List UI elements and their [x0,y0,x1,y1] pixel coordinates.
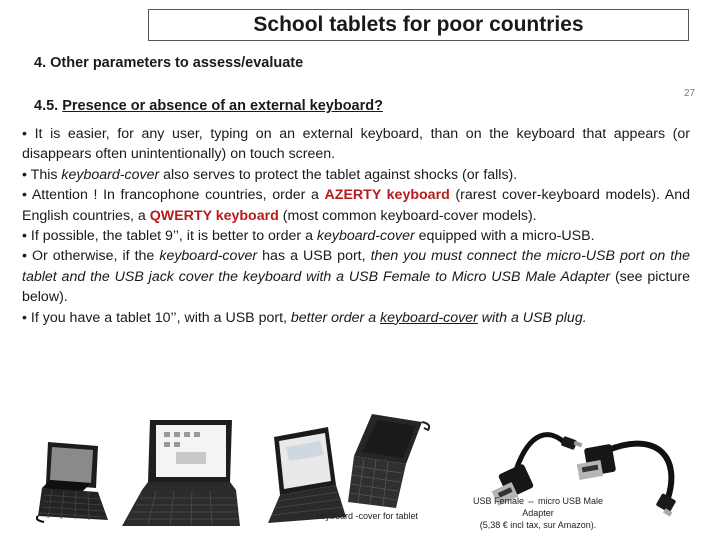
bullet-6: • If you have a tablet 10’’, with a USB port, better order a keyboard-cover with a USB plug. [22,309,587,326]
adapter-caption [446,495,630,531]
bullet-5: • Or otherwise, if the keyboard-cover has a USB port, then you must connect the micro-USB port on the tablet and the USB jack cover the keyboard with a USB Female to Micro USB Male Adapter (see picture below). [22,248,690,306]
bullet-1: • It is easier, for any user, typing on an external keyboard, than on the keyboard that appears (or disappears often unintentionally) on touch screen. [22,126,690,163]
tablet-keyboard-case-photo-3 [262,425,348,525]
subsection-number: 4.5. [34,98,59,114]
bullet-4: • If possible, the tablet 9’’, it is better to order a keyboard-cover equipped with a micro-USB. [22,228,595,245]
page-title: School tablets for poor countries [253,13,584,36]
title-box [148,9,689,41]
page-number: 27 [684,88,696,99]
keyboard-cover-photo [348,412,434,512]
bullet-3: • Attention ! In francophone countries, order a AZERTY keyboard (rarest cover-keyboard models). And English countries, a QWERTY keyboard (most common keyboard-cover models). [22,187,690,224]
adapter-caption-line-1: USB Female ⇔ micro USB Male [472,496,604,506]
keyboard-cover-caption: keyboard -cover for tablet [315,511,419,521]
bullet-2: • This keyboard-cover also serves to protect the tablet against shocks (or falls). [22,166,518,183]
adapter-caption-line-3: (5,38 € incl tax, sur Amazon). [479,520,597,530]
subsection-heading [34,98,383,114]
bullet-list [22,124,690,328]
adapter-caption-line-2: Adapter [522,508,554,518]
tablet-keyboard-case-photo-1 [36,440,114,525]
tablet-keyboard-case-photo-2 [116,418,242,530]
subsection-title: Presence or absence of an external keyboard? [62,98,383,114]
section-heading: 4. Other parameters to assess/evaluate [34,55,304,71]
